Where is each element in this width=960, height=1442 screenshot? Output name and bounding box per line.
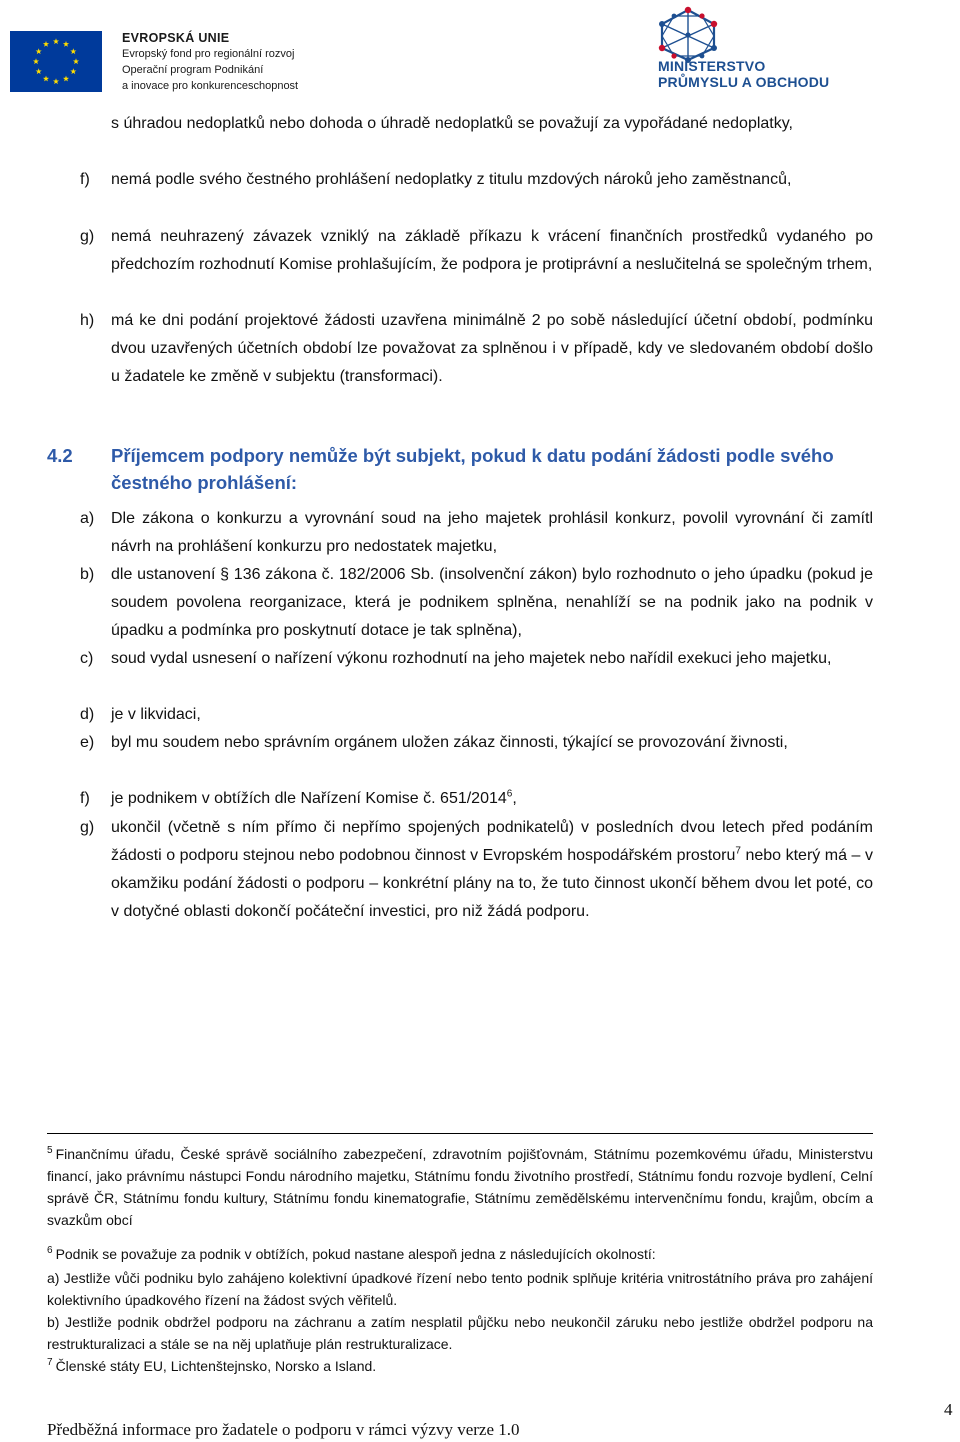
list-item bbox=[111, 814, 873, 926]
list-item: má ke dni podání projektové žádosti uzavřena minimálně 2 po sobě následující účetní období, podmínku dvou uzavřených účetních období lze považovat za splněnou i v případě, kdy ve sledovaném období došlo u žadatele ke změně v subjektu (transformaci). bbox=[111, 312, 873, 385]
list-item: je v likvidaci, bbox=[111, 706, 201, 723]
footnote-6-line-b: b) Jestliže podnik obdržel podporu na záchranu a zatím nesplatil půjčku nebo neukončil záruku nebo jestliže obdržel podporu na restrukturalizaci a stále se na něj uplatňuje plán restrukturalizace. bbox=[47, 1314, 873, 1352]
list-label: g) bbox=[80, 819, 95, 836]
list-item: soud vydal usnesení o nařízení výkonu rozhodnutí na jeho majetek nebo nařídil exekuci jeho majetku, bbox=[111, 650, 832, 667]
mpo-title bbox=[658, 58, 829, 90]
footnote-ref: 7 bbox=[735, 845, 741, 857]
eu-star-icon bbox=[36, 48, 42, 54]
list-item: dle ustanovení § 136 zákona č. 182/2006 Sb. (insolvenční zákon) bylo rozhodnuto o jeho úpadku (pokud je soudem povolena reorganizace, která je podnikem splněna, nenahlíží se na podnik jako na podnik v úpadku a podmínka pro poskytnutí dotace je tak splněna), bbox=[111, 566, 873, 639]
list-item: nemá neuhrazený závazek vzniklý na základě příkazu k vrácení finančních prostředků vydaného po předchozím rozhodnutí Komise prohlašujícím, že podpora je protiprávní a neslučitelná se společným trhem, bbox=[111, 228, 873, 273]
list-item: byl mu soudem nebo správním orgánem uložen zákaz činnosti, týkající se provozování živnosti, bbox=[111, 734, 788, 751]
footnote-5 bbox=[47, 1143, 873, 1231]
eu-star-icon bbox=[63, 76, 69, 82]
section-number: 4.2 bbox=[47, 445, 73, 466]
eu-star-icon bbox=[53, 38, 59, 44]
footnote-6 bbox=[47, 1243, 873, 1265]
footnote-text: Finančnímu úřadu, České správě sociálního zabezpečení, zdravotním pojišťovnám, Státnímu pozemkovému úřadu, Ministerstvu financí, jako právnímu nástupci Fondu národního majetku, Státnímu fondu životního prostředí, Státnímu fondu rozvoje bydlení, Celní správě ČR, Státnímu fondu kultury, Státnímu fondu kinematografie, Státnímu zemědělskému intervenčnímu fondu, krajům, obcím a svazkům obcí bbox=[47, 1146, 873, 1228]
eu-star-icon bbox=[70, 68, 76, 74]
mpo-line: PRŮMYSLU A OBCHODU bbox=[658, 74, 830, 90]
list-label: e) bbox=[80, 734, 95, 751]
eu-line: EVROPSKÁ UNIE bbox=[122, 31, 230, 45]
page-number: 4 bbox=[944, 1400, 953, 1419]
eu-star-icon bbox=[43, 41, 49, 47]
list-label: a) bbox=[80, 510, 95, 527]
footnote-number: 7 bbox=[47, 1357, 53, 1369]
item-text: nebo který má – v okamžiku podání žádosti o podporu – konkrétní plány na to, že tuto činnost ukončí během dvou let poté, co v dotyčné oblasti dokončí počáteční investici, pro niž žádá podporu. bbox=[111, 847, 873, 920]
list-label: b) bbox=[80, 566, 95, 583]
item-text: , bbox=[512, 790, 517, 807]
list-intro: s úhradou nedoplatků nebo dohoda o úhradě nedoplatků se považují za vypořádané nedoplatky, bbox=[111, 115, 793, 132]
list-label: c) bbox=[80, 650, 94, 667]
eu-line: Operační program Podnikání bbox=[122, 64, 264, 76]
footnote-number: 6 bbox=[47, 1245, 53, 1257]
list-label: h) bbox=[80, 312, 95, 329]
list-label: f) bbox=[80, 171, 90, 188]
list-item bbox=[111, 785, 873, 813]
eu-star-icon bbox=[70, 48, 76, 54]
footnote-text: Podnik se považuje za podnik v obtížích, pokud nastane alespoň jedna z následujících okolností: bbox=[55, 1246, 656, 1262]
eu-star-icon bbox=[63, 41, 69, 47]
eu-program-label bbox=[122, 30, 298, 94]
eu-stars-icon bbox=[10, 31, 102, 92]
eu-star-icon bbox=[43, 76, 49, 82]
eu-star-icon bbox=[33, 58, 39, 64]
eu-line: a inovace pro konkurenceschopnost bbox=[122, 80, 299, 92]
mpo-globe-logo bbox=[648, 4, 728, 64]
footnote-6-line-a: a) Jestliže vůči podniku bylo zahájeno kolektivní úpadkové řízení nebo tento podnik splňuje kritéria vnitrostátního práva pro zahájení kolektivního úpadkového řízení na žádost svých věřitelů. bbox=[47, 1270, 873, 1308]
list-item: nemá podle svého čestného prohlášení nedoplatky z titulu mzdových nároků jeho zaměstnanců, bbox=[111, 171, 792, 188]
mpo-line: MINISTERSTVO bbox=[658, 58, 766, 74]
footnote-divider bbox=[47, 1133, 873, 1134]
item-text: ukončil (včetně s ním přímo či nepřímo spojených podnikatelů) v posledních dvou letech před podáním žádosti o podporu stejnou nebo podobnou činnost v Evropském hospodářském prostoru bbox=[111, 819, 873, 864]
list-label: f) bbox=[80, 790, 90, 807]
eu-star-icon bbox=[53, 78, 59, 84]
footnote-text: Členské státy EU, Lichtenštejnsko, Norsko a Island. bbox=[55, 1358, 377, 1374]
footnote-7 bbox=[47, 1355, 873, 1377]
list-label: d) bbox=[80, 706, 95, 723]
eu-line: Evropský fond pro regionální rozvoj bbox=[122, 48, 295, 60]
eu-star-icon bbox=[73, 58, 79, 64]
section-title: Příjemcem podpory nemůže být subjekt, pokud k datu podání žádosti podle svého čestného prohlášení: bbox=[111, 445, 834, 493]
footnote-number: 5 bbox=[47, 1145, 53, 1157]
footnote-ref: 6 bbox=[506, 788, 513, 800]
page-footer-text: Předběžná informace pro žadatele o podporu v rámci výzvy verze 1.0 bbox=[47, 1420, 520, 1439]
eu-star-icon bbox=[36, 68, 42, 74]
list-item: Dle zákona o konkurzu a vyrovnání soud na jeho majetek prohlásil konkurz, povolil vyrovnání či zamítl návrh na prohlášení konkurzu pro nedostatek majetku, bbox=[111, 510, 873, 555]
list-label: g) bbox=[80, 228, 95, 245]
item-text: je podnikem v obtížích dle Nařízení Komise č. 651/2014 bbox=[111, 790, 507, 807]
eu-flag-logo bbox=[10, 31, 102, 92]
